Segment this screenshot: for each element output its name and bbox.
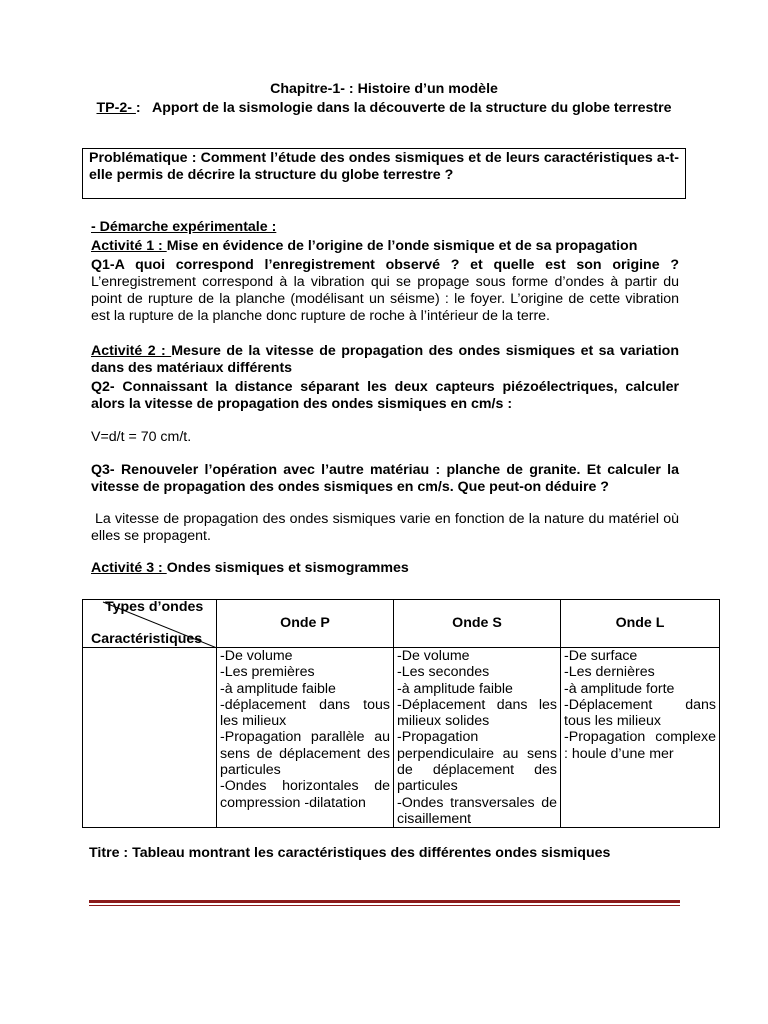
tp-label: TP-2- (96, 100, 136, 116)
list-item: -De surface (564, 648, 638, 664)
corner-label-types: Types d’ondes (105, 599, 204, 615)
column-header-onde-p: Onde P (217, 600, 394, 648)
list-item: -De volume (220, 648, 293, 664)
list-item: -déplacement dans tous les milieux (220, 696, 390, 730)
answer-1: L’enregistrement correspond à la vibration qui se propage sous forme d’ondes à partir du point de rupture de la planche (modélisant un séisme) : le foyer. L’origine de cette vibration est la rupture de la planche donc rupture de roche à l’intérieur de la terre. (91, 274, 679, 324)
list-item: -Les dernières (564, 664, 655, 681)
question-1: Q1-A quoi correspond l’enregistrement observé ? et quelle est son origine ? (91, 257, 679, 273)
answer-2: V=d/t = 70 cm/t. (91, 429, 192, 445)
footer-rule-thick (89, 900, 680, 903)
column-header-onde-l: Onde L (561, 600, 720, 648)
activity3-heading (91, 560, 679, 577)
column-header-onde-s: Onde S (394, 600, 561, 648)
list-item: -Propagation perpendiculaire au sens de déplacement des particules (397, 729, 557, 795)
activity3-title: Ondes sismiques et sismogrammes (166, 560, 409, 576)
activity2-title: Mesure de la vitesse de propagation des ondes sismiques et sa variation dans des matériaux différents (91, 343, 679, 376)
list-item: -Les secondes (397, 664, 490, 681)
list-item: -Propagation parallèle au sens de déplacement des particules (220, 729, 390, 779)
problem-box (82, 148, 686, 199)
chapter-title: Chapitre-1- : Histoire d’un modèle (270, 81, 498, 97)
list-item: -Propagation complexe : houle d’une mer (564, 729, 716, 762)
onde-l-cell (561, 648, 720, 828)
list-item: -Déplacement dans tous les milieux (564, 696, 716, 730)
list-item: -De volume (397, 648, 470, 664)
answer-3: La vitesse de propagation des ondes sismiques varie en fonction de la nature du matériel où elles se propagent. (91, 511, 679, 544)
list-item: -Ondes transversales de cisaillement (397, 794, 557, 827)
waves-table (82, 599, 720, 828)
problem-text: Comment l’étude des ondes sismiques et de leurs caractéristiques a-t-elle permis de décrire la structure du globe terrestre ? (89, 150, 679, 183)
activity3-label: Activité 3 : (91, 560, 167, 576)
list-item: -Ondes horizontales de compression -dilatation (220, 778, 390, 811)
tp-title-text: Apport de la sismologie dans la découverte de la structure du globe terrestre (151, 100, 672, 116)
table-corner-cell (83, 600, 217, 648)
problem-label: Problématique : (89, 150, 197, 166)
list-item: -à amplitude faible (397, 680, 513, 697)
table-row (83, 648, 720, 828)
corner-label-characteristics: Caractéristiques (91, 631, 203, 647)
onde-s-cell (394, 648, 561, 828)
list-item: -Les premières (220, 664, 315, 681)
question-3: Q3- Renouveler l’opération avec l’autre matériau : planche de granite. Et calculer la vitesse de propagation des ondes sismiques en cm/s. Que peut-on déduire ? (91, 462, 679, 495)
list-item: -à amplitude faible (220, 680, 336, 697)
table-header-row (83, 600, 720, 648)
activity1-title: Mise en évidence de l’origine de l’onde sismique et de sa propagation (166, 238, 638, 254)
footer-rule-thin (89, 905, 680, 906)
empty-row-label-cell (83, 648, 217, 828)
activity1-heading (91, 238, 679, 255)
tp-title (95, 99, 673, 117)
onde-p-cell (217, 648, 394, 828)
approach-heading: - Démarche expérimentale : (91, 219, 277, 235)
question-2: Q2- Connaissant la distance séparant les deux capteurs piézoélectriques, calculer alors la vitesse de propagation des ondes sismiques en cm/s : (91, 379, 679, 412)
tp-separator: : (135, 100, 141, 116)
list-item: -Déplacement dans les milieux solides (397, 696, 557, 730)
table-caption: Titre : Tableau montrant les caractéristiques des différentes ondes sismiques (89, 845, 611, 861)
activity2-label: Activité 2 : (91, 343, 172, 359)
activity2-heading (91, 343, 679, 377)
activity1-label: Activité 1 : (91, 238, 167, 254)
list-item: -à amplitude forte (564, 680, 675, 697)
